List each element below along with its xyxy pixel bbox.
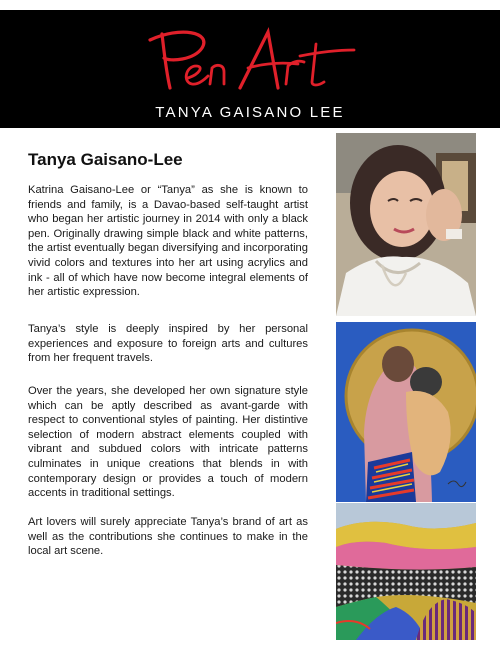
header-banner (0, 10, 500, 128)
painting-mother-child (336, 322, 476, 502)
pen-art-logo (140, 26, 360, 98)
bio-paragraph: Katrina Gaisano-Lee or “Tanya” as she is known to friends and family, is a Davao-based self-taught artist who began her artistic journey in 2014 with only a black pen. Originally drawing simple black and white patterns, the artist eventually began diversifying and incorporating vivid colors and textures into her art using acrylics and ink - all of which have now become integral elements of her artistic expression. (28, 184, 308, 299)
painting-patterned-landscape (336, 503, 476, 640)
artist-portrait-photo (336, 133, 476, 316)
bio-paragraph: Art lovers will surely appreciate Tanya’s brand of art as well as the contributions she continues to make in the local art scene. (28, 516, 308, 558)
artist-name-subtitle: TANYA GAISANO LEE (155, 104, 345, 121)
bio-paragraph: Over the years, she developed her own signature style which can be aptly described as avant-garde with respect to conventional styles of painting. Her distintive selection of modern abstract elements coupled with vibrant and subdued colors with intricate patterns culminates in unique creations that blends in with contemporary design or provides a touch of modern accents in traditional settings. (28, 385, 308, 500)
page-title: Tanya Gaisano-Lee (28, 150, 183, 169)
bio-paragraph: Tanya’s style is deeply inspired by her personal experiences and exposure to foreign arts and cultures from her frequent travels. (28, 323, 308, 365)
